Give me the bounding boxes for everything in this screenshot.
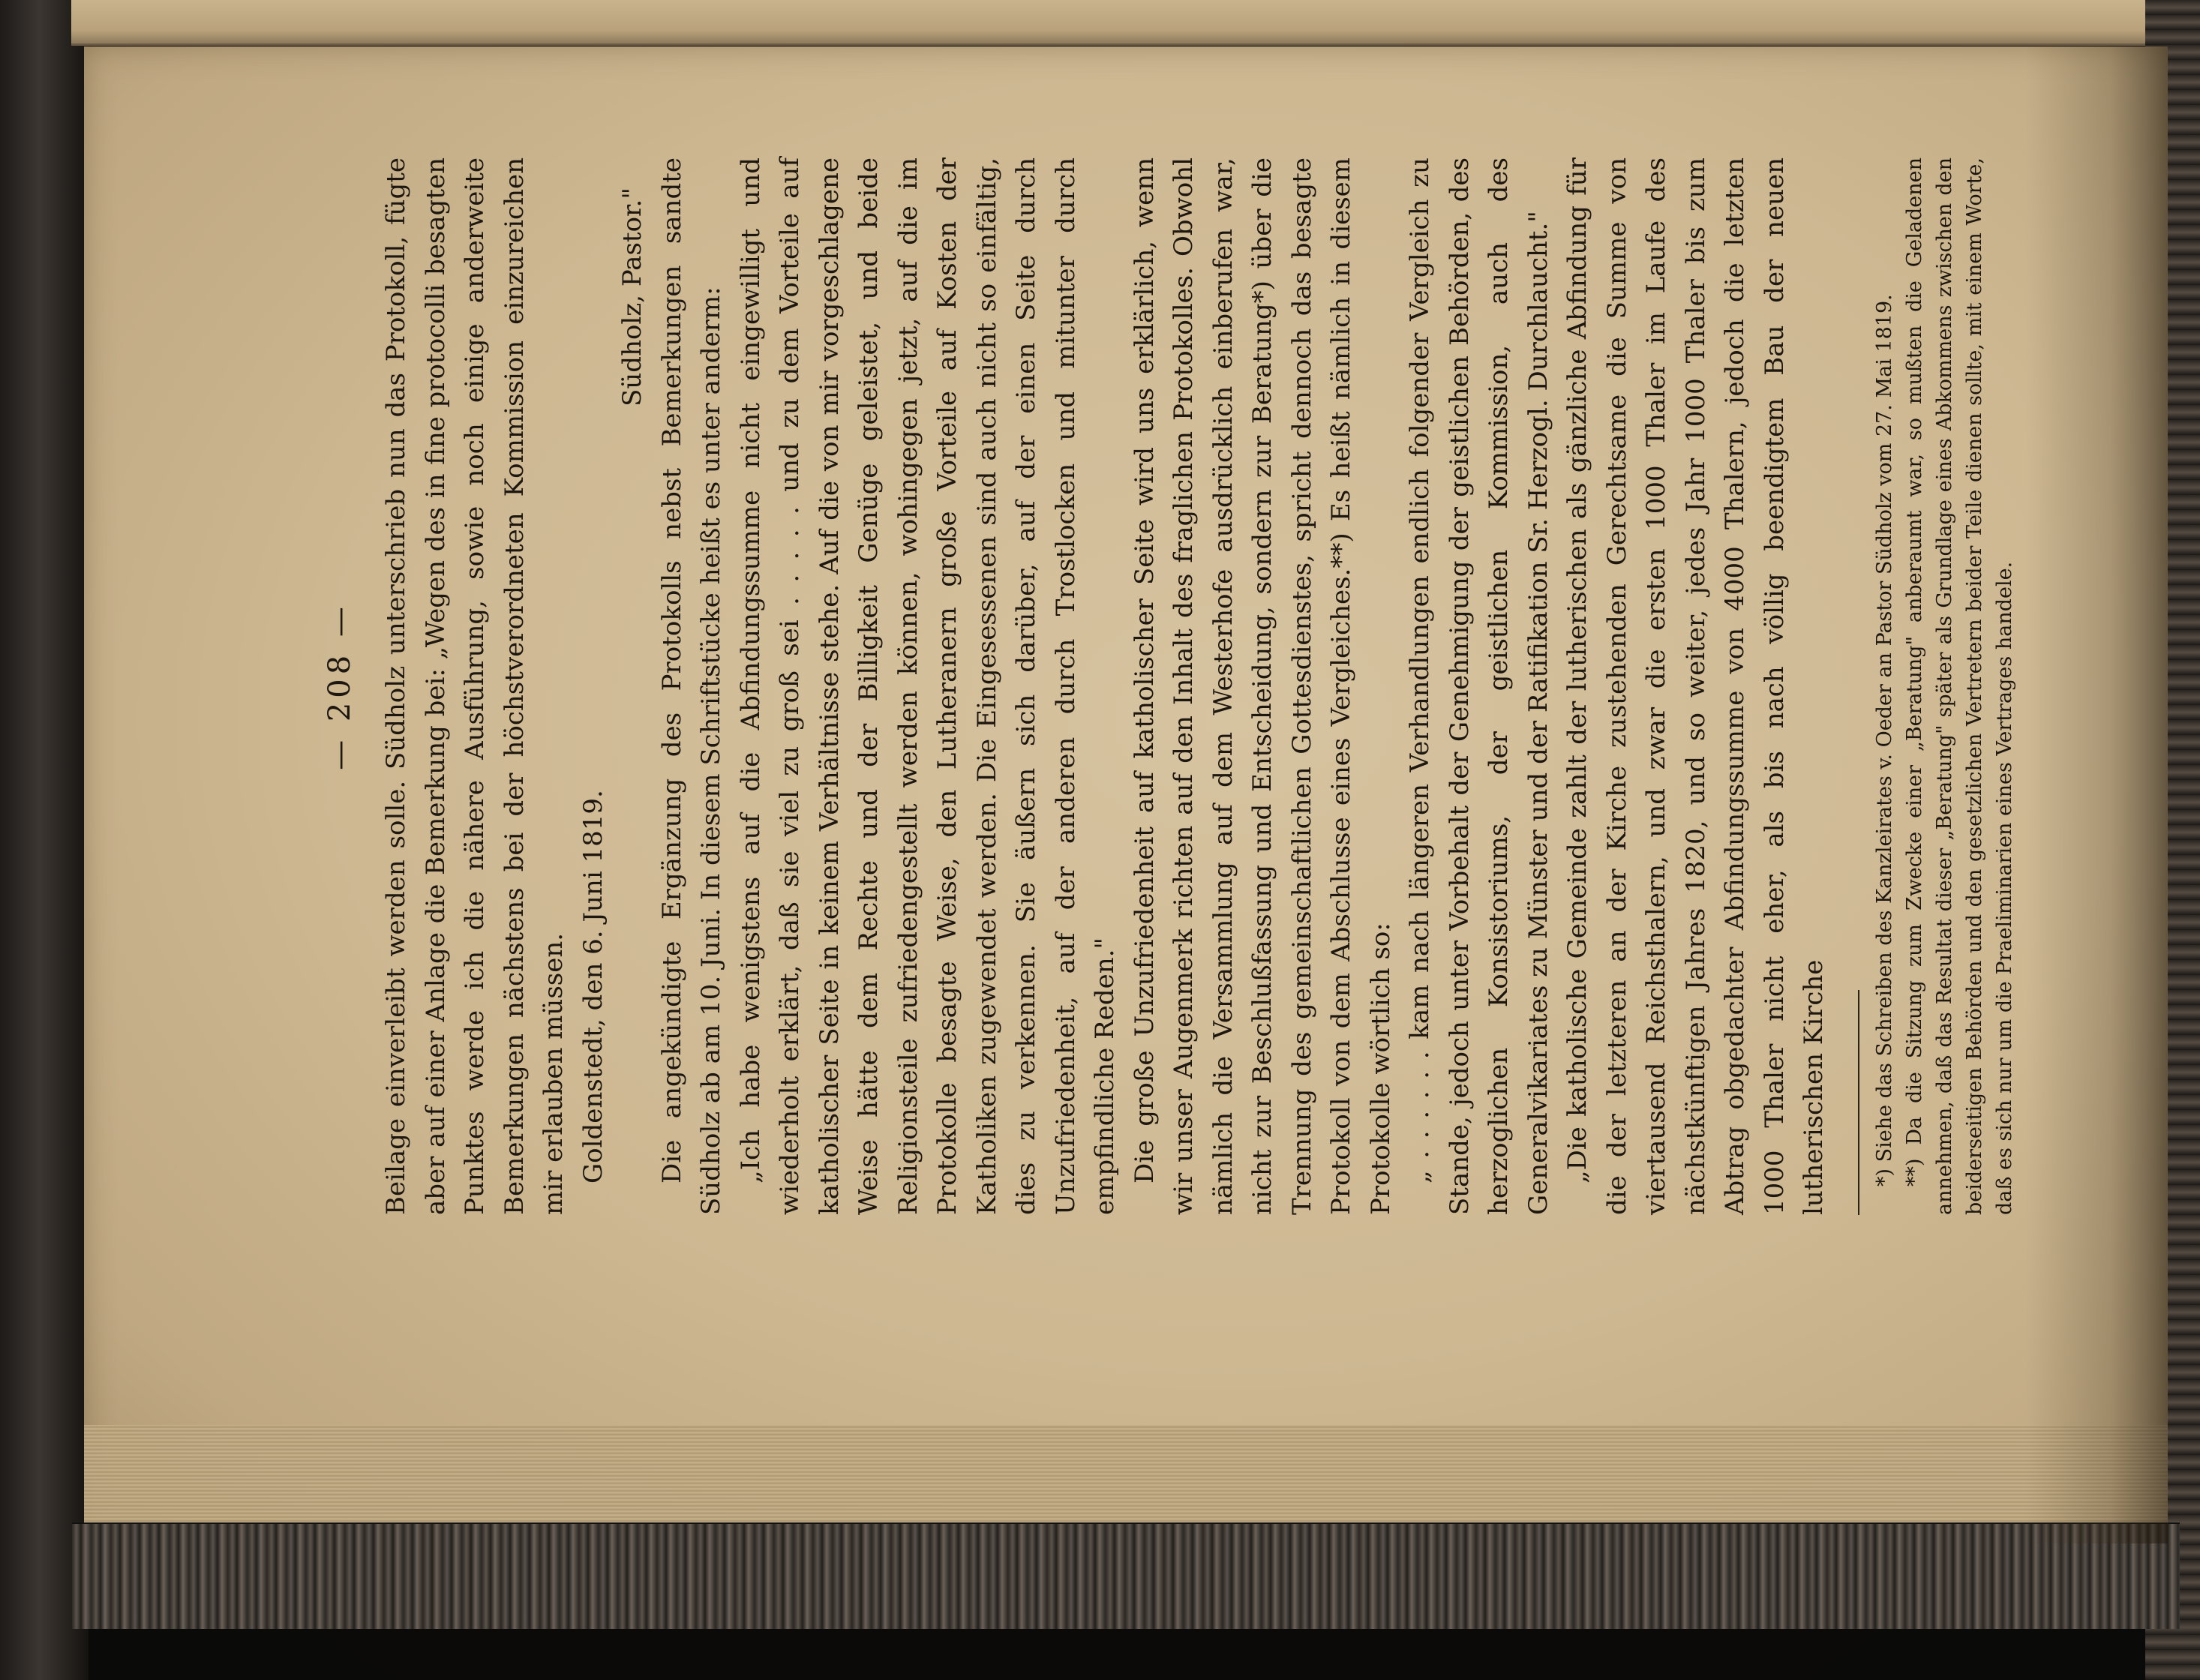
- footnotes: [1870, 158, 2020, 1215]
- quote-2: „ . . . . . . kam nach längeren Verhandlungen endlich folgender Vergleich zu Stande, jedoch unter Vorbehalt der Genehmigung der geistlichen Behörden, des herzoglichen Konsistoriums, der geistlichen Kommission, auch des Generalvikariates zu Münster und der Ratifikation Sr. Herzogl. Durchlaucht.": [1405, 158, 1553, 1215]
- facing-page-edge: [71, 0, 2164, 46]
- body-text: [377, 158, 1834, 1215]
- gutter-shadow: [2025, 46, 2168, 1544]
- footnote-divider: [1858, 990, 1859, 1215]
- book-cover-bottom: [72, 1522, 2180, 1629]
- quote-1: „Ich habe wenigstens auf die Abfindungssumme nicht eingewilligt und wiederholt erklärt, daß sie viel zu groß sei . . . . . und zu dem Vorteile auf katholischer Seite in keinem Verhältnisse stehe. Auf die von mir vorgeschlagene Weise hätte dem Rechte und der Billigkeit Genüge geleistet, und beide Religionsteile zufriedengestellt werden können, wohingegen jetzt, auf die im Protokolle besagte Weise, den Lutheranern große Vorteile auf Kosten der Katholiken zugewendet werden. Die Eingesessenen sind auch nicht so einfältig, dies zu verkennen. Sie äußern sich darüber, auf der einen Seite durch Unzufriedenheit, auf der anderen durch Trostlocken und mitunter durch empfindliche Reden.": [735, 158, 1120, 1215]
- page-number: — 208 —: [323, 602, 357, 770]
- dateline: Goldenstedt, den 6. Juni 1819.: [578, 790, 608, 1184]
- paragraph-3: Die große Unzufriedenheit auf katholischer Seite wird uns erklärlich, wenn wir unser Augenmerk richten auf den Inhalt des fraglichen Protokolles. Obwohl nämlich die Versammlung auf dem Westerhofe ausdrücklich einberufen war, nicht zur Beschlußfassung und Entscheidung, sondern zur Beratung*) über die Trennung des gemeinschaftlichen Gottesdienstes, spricht dennoch das besagte Protokoll von dem Abschlusse eines Vergleiches.**) Es heißt nämlich in diesem Protokolle wörtlich so:: [1129, 158, 1396, 1215]
- book-binding-left: [0, 0, 89, 1680]
- footnote-2: **) Da die Sitzung zum Zwecke einer „Beratung" anberaumt war, so mußten die Geladenen annehmen, daß das Resultat dieser „Beratung" später als Grundlage eines Abkommens zwischen den beiderseitigen Behörden und den gesetzlichen Vertretern beider Teile dienen sollte, mit einem Worte, daß es sich nur um die Praeliminarien eines Vertrages handele.: [1902, 158, 2016, 1215]
- rotated-page-content: [323, 158, 2016, 1215]
- footnote-1: *) Siehe das Schreiben des Kanzleirates v. Oeder an Pastor Südholz vom 27. Mai 1819.: [1872, 294, 1896, 1186]
- signature: Südholz, Pastor.": [617, 188, 647, 406]
- quote-3: „Die katholische Gemeinde zahlt der lutherischen als gänzliche Abfindung für die der letzteren an der Kirche zustehenden Gerechtsame die Summe von viertausend Reichsthalern, und zwar die ersten 1000 Thaler im Laufe des nächstkünftigen Jahres 1820, und so weiter, jedes Jahr 1000 Thaler bis zum Abtrag obgedachter Abfindungssumme von 4000 Thalern, jedoch die letzten 1000 Thaler nicht eher, als bis nach völlig beendigtem Bau der neuen lutherischen Kirche: [1562, 158, 1829, 1215]
- paragraph-1: Beilage einverleibt werden solle. Südholz unterschrieb nun das Protokoll, fügte aber auf einer Anlage die Bemerkung bei: „Wegen des in fine protocolli besagten Punktes werde ich die nähere Ausführung, sowie noch einige anderweite Bemerkungen nächstens bei der höchstverordneten Kommission einzureichen mir erlauben müssen.: [381, 158, 569, 1215]
- paragraph-2: Die angekündigte Ergänzung des Protokolls nebst Bemerkungen sandte Südholz ab am 10. Juni. In diesem Schriftstücke heißt es unter anderm:: [656, 158, 726, 1215]
- page-edges: [84, 1425, 2168, 1538]
